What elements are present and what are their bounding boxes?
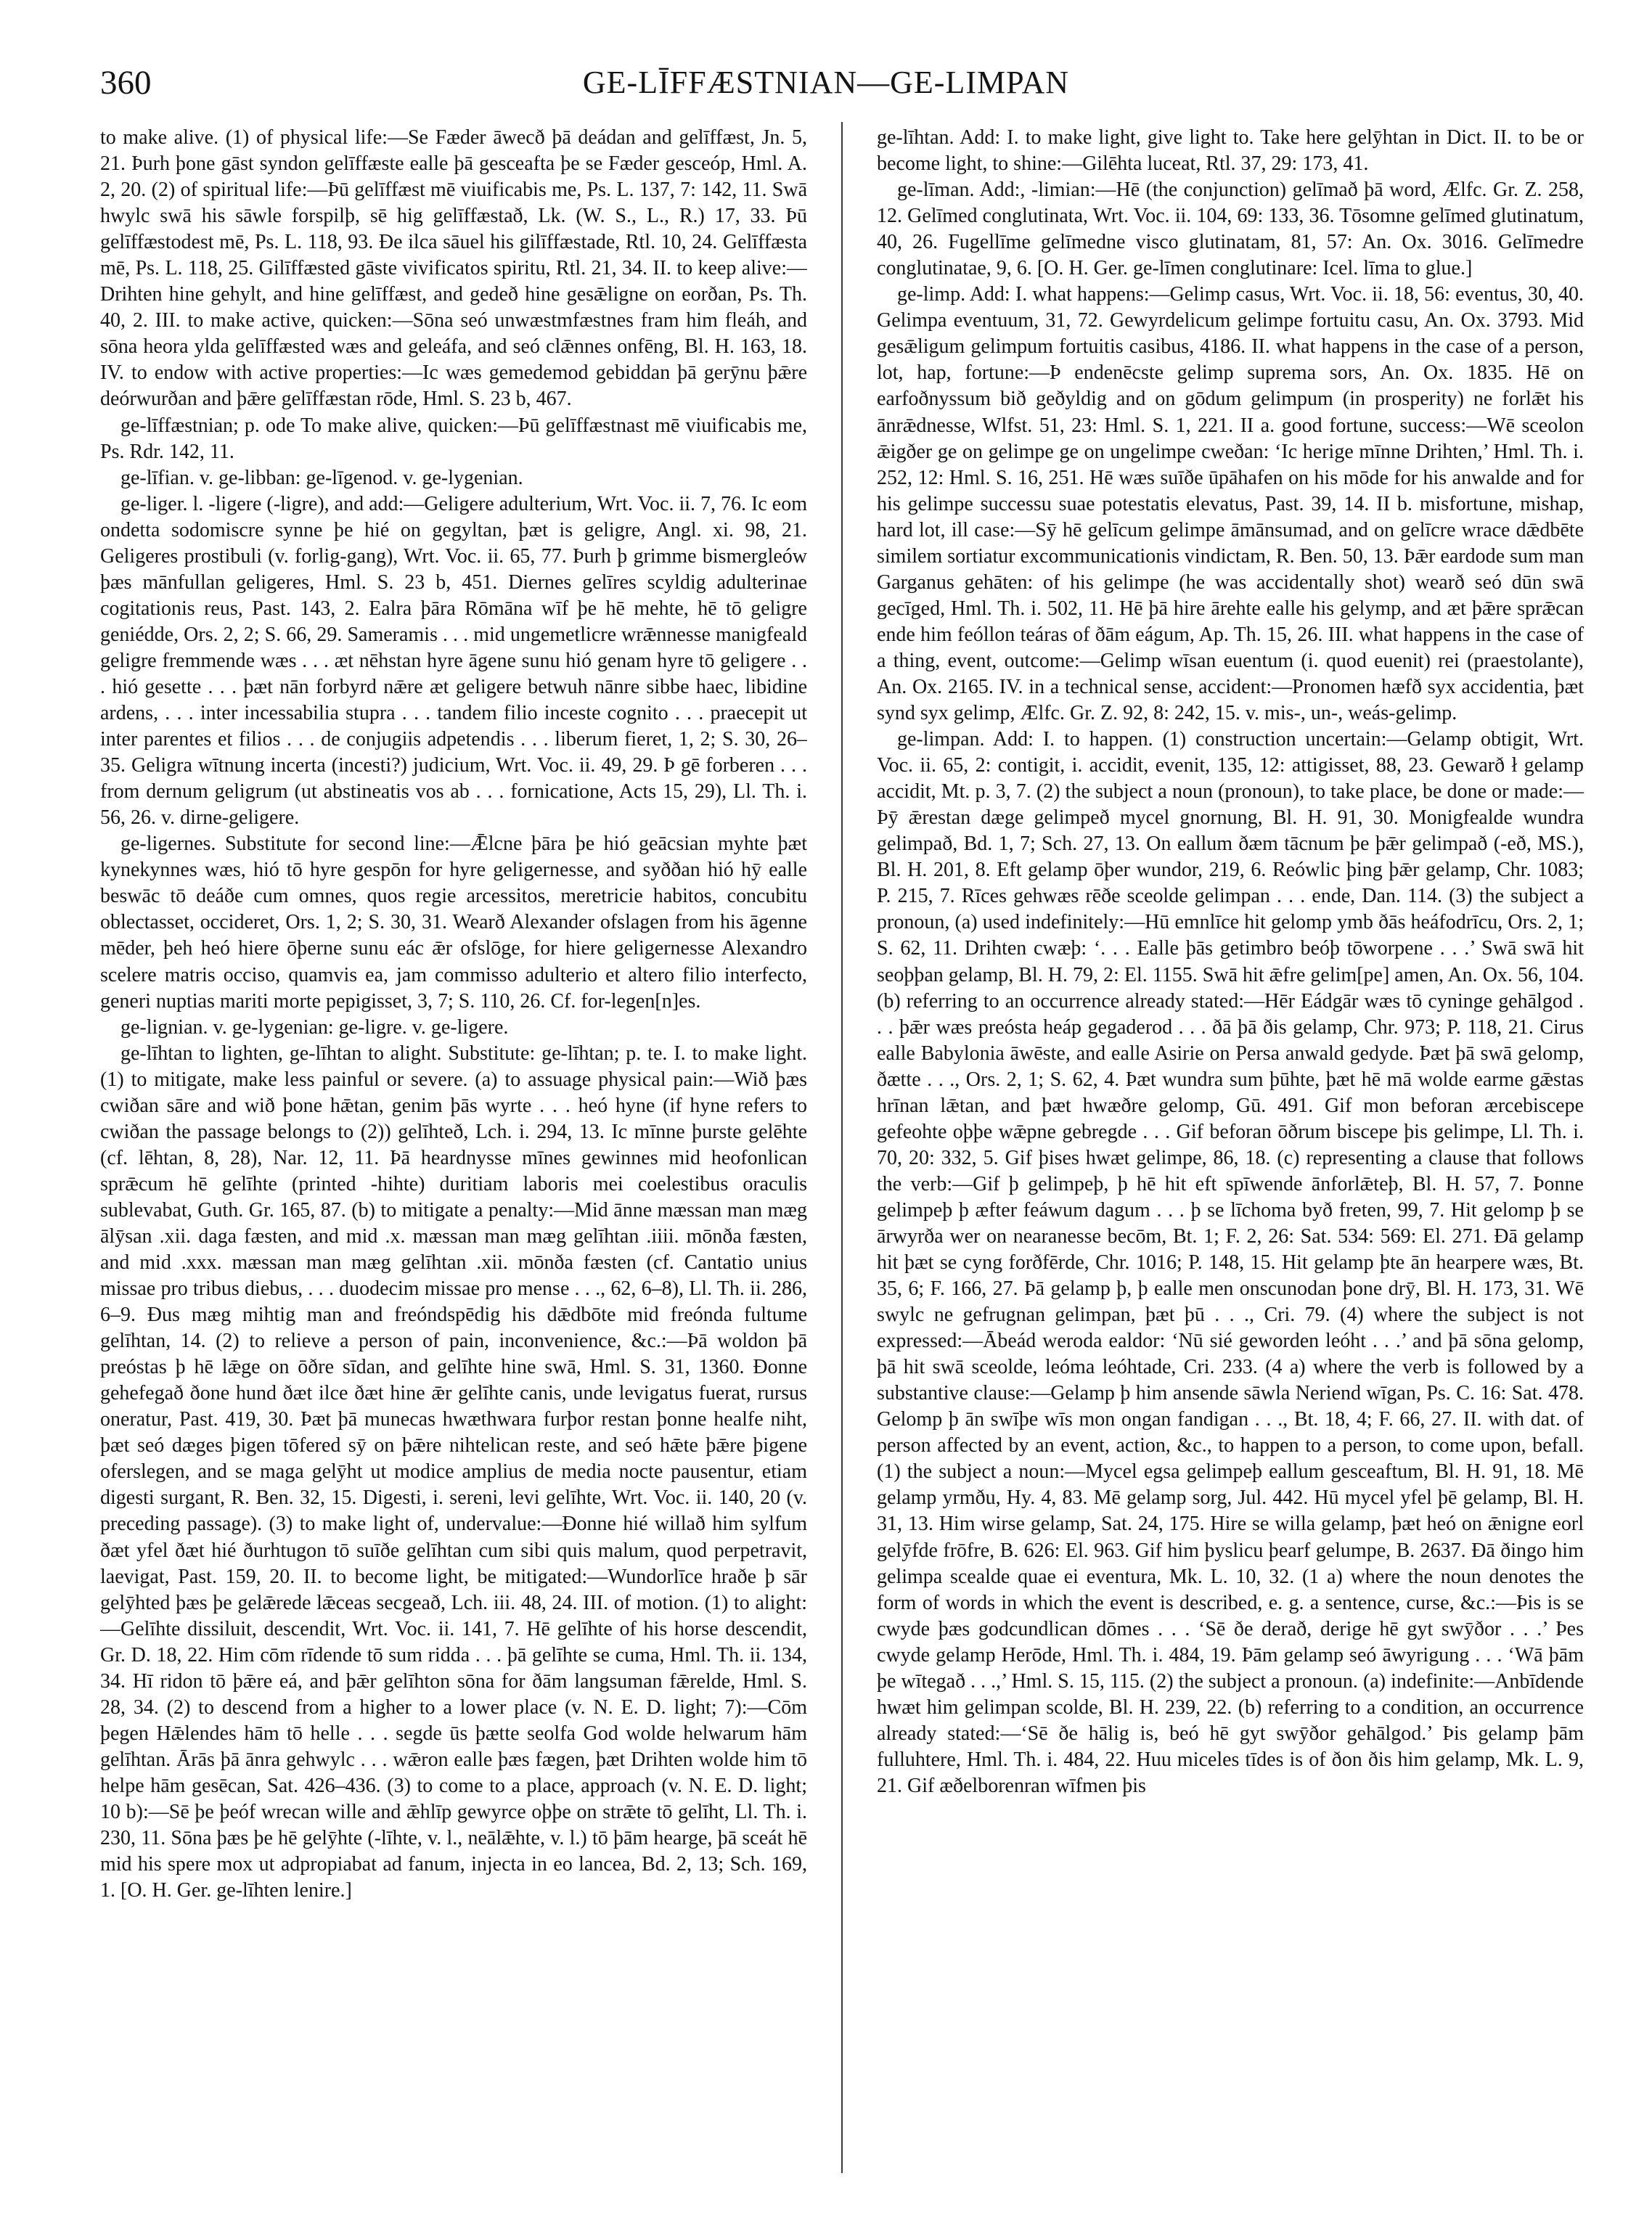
right-column bbox=[877, 125, 1584, 2179]
dictionary-entry: ge-līhtan. Add: I. to make light, give light to. Take here gelȳhtan in Dict. II. to be or become light, to shine:—Gilēhta luceat, Rtl. 37, 29: 173, 41. bbox=[877, 126, 1584, 176]
dictionary-entry: ge-limpan. Add: I. to happen. (1) construction uncertain:—Gelamp obtigit, Wrt. Voc. ii. 65, 2: contigit, i. accidit, evenit, 135, 12: attigisset, 88, 23. Gewarð ł gelamp accidit, Mt. p. 3, 7. (2) the subject a noun (pronoun), to take place, be done or made:—Þȳ ǣrestan dæge gelimpeð mycel gnornung, Bl. H. 91, 30. Monigfealde wundra gelimpað, Bd. 1, 7; Sch. 27, 13. On eallum ðæm tācnum þe þǣr gelimpað (-eð, MS.), Bl. H. 201, 8. Eft gelamp ōþer wundor, 219, 6. Reówlic þing þǣr gelamp, Chr. 1083; P. 215, 7. Rīces gehwæs rēðe sceolde gelimpan . . . ende, Dan. 114. (3) the subject a pronoun, (a) used indefinitely:—Hū emnlīce hit gelomp ymb ðās heáfodrīcu, Ors. 2, 1; S. 62, 11. Drihten cwæþ: ‘. . . Ealle þās getimbro beóþ tōworpene . . .’ Swā swā hit seoþþan gelamp, Bl. H. 79, 2: El. 1155. Swā hit ǣfre gelim[pe] amen, An. Ox. 56, 104. (b) referring to an occurrence already stated:—Hēr Eádgār wæs tō cyninge gehālgod . . . þǣr wæs preósta heáp gegaderod . . . ðā þā ðis gelamp, Chr. 973; P. 118, 21. Cirus ealle Babylonia āwēste, and ealle Asirie on Persa anwald gedyde. Þæt þā swā gelomp, ðætte . . ., Ors. 2, 1; S. 62, 4. Þæt wundra sum þūhte, þæt hē mā wolde earme gǣstas hrīnan lǣtan, and þæt hwæðre gelomp, Gū. 491. Gif mon beforan ærcebiscepe gefeohte oþþe wǣpne gebregde . . . Gif beforan ōðrum biscepe þis gelimpe, Ll. Th. i. 70, 20: 332, 5. Gif þises hwæt gelimpe, 86, 18. (c) representing a clause that follows the verb:—Gif þ gelimpeþ, þ hē hit eft spīwende ānforlǣteþ, Bl. H. 57, 7. Þonne gelimpeþ þ æfter feáwum dagum . . . þ se līchoma byð freten, 99, 7. Hit gelomp þ se ārwyrða wer on nearanesse becōm, Bt. 1; F. 2, 26: Sat. 534: 569: El. 271. Ðā gelamp hit þæt se cyng forðfērde, Chr. 1016; P. 148, 15. Hit gelamp þte ān hearpere wæs, Bt. 35, 6; F. 166, 27. Þā gelamp þ, þ ealle men onscunodan þone drȳ, Bl. H. 173, 31. Wē swylc ne gefrugnan gelimpan, þæt þū . . ., Cri. 79. (4) where the subject is not expressed:—Ābeád weroda ealdor: ‘Nū sié geworden leóht . . .’ and þā sōna gelomp, þā hit swā sceolde, leóma leóhtade, Cri. 233. (4 a) where the verb is followed by a substantive clause:—Gelamp þ him ansende sāwla Neriend wīgan, Ps. C. 16: Sat. 478. Gelomp þ ān swīþe wīs mon ongan fandigan . . ., Bt. 18, 4; F. 66, 27. II. with dat. of person affected by an event, action, &c., to happen to a person, to come upon, befall. (1) the subject a noun:—Mycel egsa gelimpeþ eallum gesceaftum, Bl. H. 91, 18. Mē gelamp yrmðu, Hy. 4, 83. Mē gelamp sorg, Jul. 442. Hū mycel yfel þē gelamp, Bl. H. 31, 13. Him wirse gelamp, Sat. 24, 175. Hire se willa gelamp, þæt heó on ǣnigne eorl gelȳfde frōfre, B. 626: El. 963. Gif him þyslicu þearf gelumpe, B. 2637. Ðā ðingo him gelimpa scealde quae ei eventura, Mk. L. 10, 32. (1 a) where the noun denotes the form of words in which the event is described, e. g. a sentence, curse, &c.:—Þis is se cwyde þæs godcundlican dōmes . . . ‘Sē ðe derað, derige hē gyt swȳðor . . .’ Þes cwyde gelamp Herōde, Hml. Th. i. 484, 19. Þām gelamp seó āwyrigung . . . ‘Wā þām þe wītegað . . .,’ Hml. S. 15, 115. (2) the subject a pronoun. (a) indefinite:—Anbīdende hwæt him gelimpan scolde, Bl. H. 239, 22. (b) referring to a condition, an occurrence already stated:—‘Sē ðe hālig is, beó hē gyt swȳðor gehālgod.’ Þis gelamp þām fulluhtere, Hml. Th. i. 484, 22. Huu miceles tīdes is of ðon ðis him gelamp, Mk. L. 9, 21. Gif æðelborenran wīfmen þis bbox=[877, 728, 1584, 1797]
dictionary-entry: ge-lignian. v. ge-lygenian: ge-ligre. v. ge-ligere. bbox=[120, 1015, 509, 1039]
dictionary-entry: ge-līhtan to lighten, ge-līhtan to alight. Substitute: ge-līhtan; p. te. I. to make light. (1) to mitigate, make less painful or severe. (a) to assuage physical pain:—Wið þæs cwiðan sāre and wið þone hǣtan, genim þās wyrte . . . heó hyne (if hyne refers to cwiðan the passage belongs to (2)) gelīhteð, Lch. i. 294, 13. Ic mīnne þurste gelēhte (cf. lēhtan, 8, 28), Nar. 12, 11. Þā heardnysse mīnes gewinnes mid heofonlican sprǣcum hē gelīhte (printed -hihte) duritiam laboris mei coelestibus oraculis sublevabat, Guth. Gr. 165, 87. (b) to mitigate a penalty:—Mid ānne mæssan man mæg ālȳsan .xii. daga fæsten, and mid .x. mæssan man mæg gelīhtan .iiii. mōnða fæsten, and mid .xxx. mæssan man mæg gelīhtan .xii. mōnða fæsten (cf. Cantatio unius missae pro tribus diebus, . . . duodecim missae pro mense . . ., 62, 6–8), Ll. Th. ii. 286, 6–9. Ðus mæg mihtig man and freóndspēdig his dǣdbōte mid freónda fultume gelīhtan, 14. (2) to relieve a person of pain, inconvenience, &c.:—Þā woldon þā preóstas þ hē lǣge on ōðre sīdan, and gelīhte hine swā, Hml. S. 31, 1360. Ðonne gehefegað ðone hund ðæt ilce ðæt hine ǣr gelīhte canis, unde levigatus fuerat, rursus oneratur, Past. 419, 30. Þæt þā munecas hwæthwara furþor restan þonne healfe niht, þæt seó dæges þigen tōfered sȳ on þǣre nihtelican reste, and seó hǣte þǣre þigene oferslegen, and se maga gelȳht ut modice amplius de media nocte pausentur, etiam digesti surgant, R. Ben. 32, 15. Digesti, i. sereni, levi gelīhte, Wrt. Voc. ii. 140, 20 (v. preceding passage). (3) to make light of, undervalue:—Ðonne hié willað him sylfum ðæt yfel ðæt hié ðurhtugon tō suīðe gelīhtan cum sibi quis malum, quod perpetravit, laevigat, Past. 159, 20. II. to become light, be mitigated:—Wundorlīce hraðe þ sār gelȳhted þæs þe gelǣrede lǣceas secgeað, Lch. iii. 48, 24. III. of motion. (1) to alight:—Gelīhte dissiluit, descendit, Wrt. Voc. ii. 141, 7. Hē gelīhte of his horse descendit, Gr. D. 18, 22. Him cōm rīdende tō sum ridda . . . þā gelīhte se cuma, Hml. Th. ii. 134, 34. Hī ridon tō þǣre eá, and þǣr gelīhton sōna for ðām langsuman fǣrelde, Hml. S. 28, 34. (2) to descend from a higher to a lower place (v. N. E. D. light; 7):—Cōm þegen Hǣlendes hām tō helle . . . segde ūs þætte seolfa God wolde helwarum hām gelīhtan. Ārās þā ānra gehwylc . . . wǣron ealle þæs fægen, þæt Drihten wolde him tō helpe hām gesēcan, Sat. 426–436. (3) to come to a place, approach (v. N. E. D. light; 10 b):—Sē þe þeóf wrecan wille and ǣhlīp gewyrce oþþe on strǣte tō gelīht, Ll. Th. i. 230, 11. Sōna þæs þe hē gelȳhte (-līhte, v. l., neālǣhte, v. l.) tō þām hearge, þā sceát hē mid his spere mox ut adpropiabat ad fanum, injecta in eo lancea, Bd. 2, 13; Sch. 169, 1. [O. H. Ger. ge-līhten lenire.] bbox=[100, 1042, 807, 1902]
dictionary-entry: to make alive. (1) of physical life:—Se Fæder āwecð þā deádan and gelīffæst, Jn. 5, 21. Þurh þone gāst syndon gelīffæste ealle þā gesceafta þe se Fæder gesceóp, Hml. A. 2, 20. (2) of spiritual life:—Þū gelīffæst mē viuificabis me, Ps. L. 137, 7: 142, 11. Swā hwylc swā his sāwle forspilþ, sē hig gelīffæstað, Lk. (W. S., L., R.) 17, 33. Þū gelīffæstodest mē, Ps. L. 118, 93. Ðe ilca sāuel his gilīffæstade, Rtl. 10, 24. Gelīffæsta mē, Ps. L. 118, 25. Gilīffæsted gāste vivificatos spiritu, Rtl. 21, 34. II. to keep alive:—Drihten hine gehylt, and hine gelīffæst, and gedeð hine gesǣligne on eorðan, Ps. Th. 40, 2. III. to make active, quicken:—Sōna seó unwæstmfæstnes fram him fleáh, and sōna heora ylda gelīffæsted wæs and geleáfa, and seó clǣnnes onfēng, Bl. H. 163, 18. IV. to endow with active properties:—Ic wæs gemedemod gebiddan þā gerȳnu þǣre deórwurðan and þǣre gelīffæstan rōde, Hml. S. 23 b, 467. bbox=[100, 126, 807, 411]
left-column bbox=[100, 125, 807, 2179]
dictionary-entry: ge-līffæstnian; p. ode To make alive, quicken:—Þū gelīffæstnast mē viuificabis me, Ps. Rdr. 142, 11. bbox=[100, 414, 807, 463]
page-header bbox=[100, 61, 1552, 113]
running-title: GE-LĪFFÆSTNIAN—GE-LIMPAN bbox=[582, 65, 1070, 100]
dictionary-entry: ge-limp. Add: I. what happens:—Gelimp casus, Wrt. Voc. ii. 18, 56: eventus, 30, 40. Gelimpa eventuum, 31, 72. Gewyrdelicum gelimpe fortuitu casu, An. Ox. 3793. Mid gesǣligum gelimpum fortuitis casibus, 4186. II. what happens in the case of a person, lot, hap, fortune:—Þ endenēcste gelimp suprema sors, An. Ox. 1835. Hē on earfoðnyssum bið geðyldig and on gōdum gelimpum (in prosperity) ne forlǣt his ānrǣdnesse, Wlfst. 51, 23: Hml. S. 1, 221. II a. good fortune, success:—Wē sceolon ǣigðer ge on gelimpe ge on ungelimpe cweðan: ‘Ic herige mīnne Drihten,’ Hml. Th. i. 252, 12: Hml. S. 16, 251. Hē wæs suīðe ūpāhafen on his mōde for his anwalde and for his gelimpe successu suae potestatis elevatus, Past. 39, 14. II b. misfortune, mishap, hard lot, ill case:—Sȳ hē gelīcum gelimpe āmānsumad, and on gelīcre wrace dǣdbēte similem sortiatur excommunicationis vindictam, R. Ben. 50, 13. Þǣr eardode sum man Garganus gehāten: of his gelimpe (he was accidentally shot) wearð seó dūn swā gecīged, Hml. Th. i. 502, 11. Hē þā hire ārehte ealle his gelymp, and æt þǣre sprǣcan ende him feóllon teáras of ðām eágum, Ap. Th. 15, 26. III. what happens in the case of a thing, event, outcome:—Gelimp wīsan euentum (i. quod euenit) rei (praestolante), An. Ox. 2165. IV. in a technical sense, accident:—Pronomen hæfð syx accidentia, þæt synd syx gelimp, Ælfc. Gr. Z. 92, 8: 242, 15. v. mis-, un-, weás-gelimp. bbox=[877, 283, 1584, 725]
dictionary-entry: ge-ligernes. Substitute for second line:—Ǣlcne þāra þe hió geācsian myhte þæt kynekynnes wæs, hió tō hyre gespōn for hyre geligernesse, and syððan hió hȳ ealle beswāc tō deáðe cum omnes, quos regie arcessitos, meretricie habitos, concubitu oblectasset, occideret, Ors. 1, 2; S. 30, 31. Wearð Alexander ofslagen from his āgenne mēder, þeh heó hiere ōþerne sunu eác ǣr ofslōge, for hiere geligernesse Alexandro scelere matris occiso, quamvis ea, jam commisso adulterio et altero filio interfecto, generi nuptias mariti morte pepigisset, 3, 7; S. 110, 26. Cf. for-legen[n]es. bbox=[100, 833, 807, 1013]
dictionary-entry: ge-līman. Add:, -limian:—Hē (the conjunction) gelīmað þā word, Ælfc. Gr. Z. 258, 12. Gelīmed conglutinata, Wrt. Voc. ii. 104, 69: 133, 36. Tōsomne gelīmed glutinatum, 40, 26. Fugellīme gelīmedne visco glutinatam, 81, 57: An. Ox. 3016. Gelīmedre conglutinatae, 9, 6. [O. H. Ger. ge-līmen conglutinare: Icel. līma to glue.] bbox=[877, 179, 1584, 280]
page-number: 360 bbox=[100, 64, 152, 102]
dictionary-entry: ge-līfian. v. ge-libban: ge-līgenod. v. ge-lygenian. bbox=[120, 466, 523, 489]
column-divider bbox=[841, 122, 843, 2173]
dictionary-entry: ge-liger. l. -ligere (-ligre), and add:—Geligere adulterium, Wrt. Voc. ii. 7, 76. Ic eom ondetta sodomiscre synne þe hié on gegyltan, þæt is geligre, Angl. xi. 98, 21. Geligeres prostibuli (v. forlig-gang), Wrt. Voc. ii. 65, 77. Þurh þ grimme bismergleów þæs mānfullan geligeres, Hml. S. 23 b, 451. Diernes gelīres scyldig adulterinae cogitationis reus, Past. 143, 2. Ealra þāra Rōmāna wīf þe hē mehte, hē tō geligre geniédde, Ors. 2, 2; S. 66, 29. Sameramis . . . mid ungemetlicre wrǣnnesse manigfeald geligre fremmende wæs . . . æt nēhstan hyre āgene sunu hió genam hyre tō geligere . . . hió gesette . . . þæt nān forbyrd nǣre æt geligere betwuh nānre sibbe haec, libidine ardens, . . . inter incessabilia stupra . . . tandem filio inceste cognito . . . praecepit ut inter parentes et filios . . . de conjugiis adpetendis . . . liberum fieret, 1, 2; S. 30, 26–35. Geligra wītnung incerta (incesti?) judicium, Wrt. Voc. ii. 49, 29. Þ gē forberen . . . from dernum geligrum (ut abstineatis vos ab . . . fornicatione, Acts 15, 29), Ll. Th. i. 56, 26. v. dirne-geligere. bbox=[100, 492, 807, 830]
